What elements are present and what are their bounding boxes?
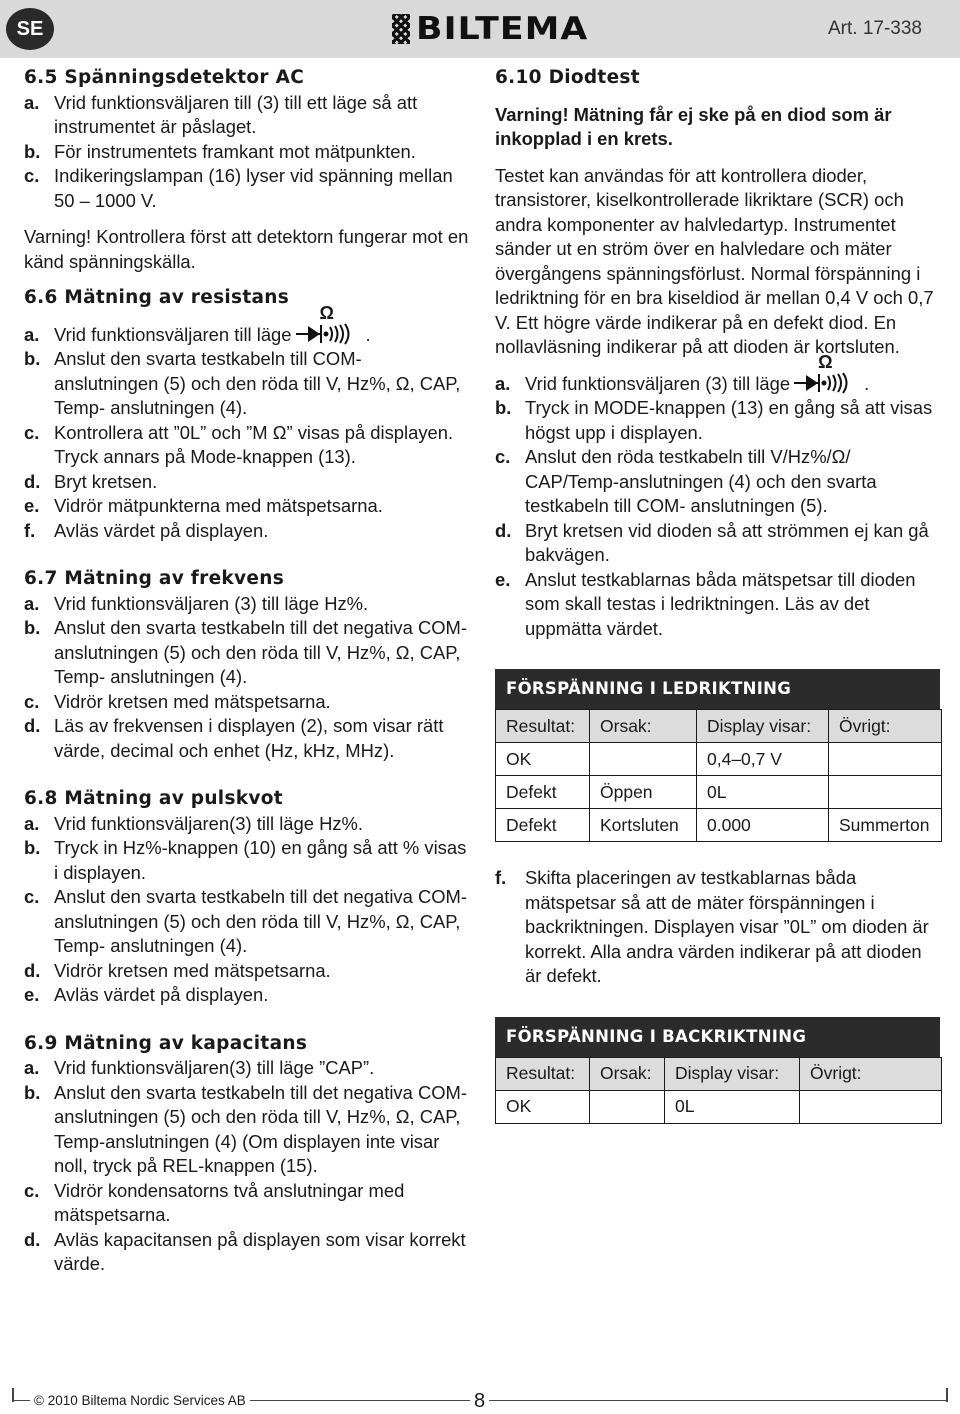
table-header-row: [496, 1057, 942, 1090]
heading-6-9: 6.9 Mätning av kapacitans: [24, 1032, 308, 1054]
step-6-8-b: b. Tryck in Hz%-knappen (10) en gång så att % visas i displayen.: [24, 837, 467, 883]
step-6-6-e: e. Vidrör mätpunkterna med mätspetsarna.: [24, 495, 383, 516]
step-6-10-c: c. Anslut den röda testkabeln till V/Hz%/Ω/ CAP/Temp-anslutningen (4) och den svarta testkabeln till COM- anslutningen (5).: [495, 446, 877, 516]
table-row: [496, 809, 942, 842]
table-reverse-bias: [495, 1057, 942, 1124]
table-row: [496, 776, 942, 809]
step-6-6-d: d. Bryt kretsen.: [24, 470, 158, 492]
table-cell: OK: [496, 743, 590, 776]
heading-6-8: 6.8 Mätning av pulskvot: [24, 788, 283, 809]
table-forward-bias: [495, 709, 942, 842]
table-cell: Summerton: [829, 809, 942, 842]
table-cell: 0,4–0,7 V: [697, 743, 829, 776]
footer-rule-end: [946, 1388, 948, 1402]
step-6-7-b: b. Anslut den svarta testkabeln till det negativa COM- anslutningen (5) och den röda till V, Hz%, Ω, CAP, Temp- anslutningen (4).: [24, 617, 467, 687]
footer-copyright: © 2010 Biltema Nordic Services AB: [30, 1393, 250, 1408]
table-header-cell: Övrigt:: [800, 1057, 942, 1090]
table-header-cell: Display visar:: [697, 710, 829, 743]
table-header-cell: Orsak:: [590, 710, 697, 743]
step-6-8-a: a. Vrid funktionsväljaren(3) till läge Hz%.: [24, 812, 364, 834]
step-6-7-a: a. Vrid funktionsväljaren (3) till läge Hz%.: [24, 592, 369, 614]
article-number: Art. 17-338: [828, 18, 922, 39]
footer-rule-end: [12, 1388, 14, 1402]
logo-text: BILTEMA: [416, 11, 589, 47]
step-6-8-e: e. Avläs värdet på displayen.: [24, 984, 269, 1005]
checkered-flag-icon: [392, 14, 410, 44]
table-header-cell: Orsak:: [590, 1057, 665, 1090]
table-cell: Defekt: [496, 809, 590, 842]
right-column: [495, 66, 940, 1124]
heading-6-5: 6.5 Spänningsdetektor AC: [24, 67, 305, 88]
table-cell: 0.000: [697, 809, 829, 842]
table-cell: Kortsluten: [590, 809, 697, 842]
table-header-cell: Resultat:: [496, 1057, 590, 1090]
table-reverse-title: FÖRSPÄNNING I BACKRIKTNING: [495, 1017, 940, 1057]
table-cell: [829, 776, 942, 809]
step-6-6-c: c. Kontrollera att ”0L” och ”M Ω” visas på displayen. Tryck annars på Mode-knappen (13).: [24, 421, 454, 467]
step-6-6-f: f. Avläs värdet på displayen.: [24, 519, 269, 541]
table-cell: Öppen: [590, 776, 697, 809]
step-6-10-a: a. Vrid funktionsväljaren (3) till läge Ω .: [495, 351, 870, 394]
diode-test-intro: Testet kan användas för att kontrollera dioder, transistorer, kiselkontrollerade likriktare (SCR) och andra komponenter av halvledartyp. Instrumentet sänder ut en ström över en halvledare och mäter övergångens spänningsförlust. Normal förspänning i ledriktning för en bra kiseldiod är mellan 0,4 V och 0,7 V. Ett högre värde indikerar på en defekt diod. En nollavläsning indikerar på att dioden är kortsluten.: [495, 164, 934, 357]
step-6-9-c: c. Vidrör kondensatorns två anslutningar med mätspetsarna.: [24, 1179, 405, 1225]
table-cell: [829, 743, 942, 776]
table-cell: [800, 1090, 942, 1123]
table-cell: Defekt: [496, 776, 590, 809]
table-forward-title: FÖRSPÄNNING I LEDRIKTNING: [495, 669, 940, 709]
step-6-5-a: a. Vrid funktionsväljaren till (3) till ett läge så att instrumentet är påslaget.: [24, 91, 418, 137]
heading-6-10: 6.10 Diodtest: [495, 67, 640, 88]
table-header-cell: Övrigt:: [829, 710, 942, 743]
table-header-row: [496, 710, 942, 743]
step-6-5-c: c. Indikeringslampan (16) lyser vid spänning mellan 50 – 1000 V.: [24, 165, 453, 211]
step-6-8-c: c. Anslut den svarta testkabeln till det negativa COM- anslutningen (5) och den röda till V, Hz%, Ω, CAP, Temp- anslutningen (4).: [24, 886, 467, 956]
table-cell: [590, 1090, 665, 1123]
diode-continuity-icon: Ω: [296, 323, 366, 345]
table-header-cell: Resultat:: [496, 710, 590, 743]
step-6-6-b: b. Anslut den svarta testkabeln till COM- anslutningen (5) och den röda till V, Hz%, Ω, CAP, Temp- anslutningen (4).: [24, 348, 461, 418]
left-column: [24, 66, 469, 1277]
diode-continuity-icon: Ω: [794, 372, 864, 394]
step-6-9-b: b. Anslut den svarta testkabeln till det negativa COM- anslutningen (5) och den röda till V, Hz%, Ω, CAP, Temp-anslutningen (4) (Om displayen inte visar noll, tryck på REL-knappen (15).: [24, 1081, 467, 1176]
heading-6-6: 6.6 Mätning av resistans: [24, 287, 290, 308]
language-badge: SE: [6, 8, 54, 50]
step-6-9-d: d. Avläs kapacitansen på displayen som visar korrekt värde.: [24, 1228, 466, 1274]
table-row: [496, 743, 942, 776]
step-6-8-d: d. Vidrör kretsen med mätspetsarna.: [24, 959, 331, 981]
table-cell: 0L: [665, 1090, 800, 1123]
biltema-logo: [392, 11, 589, 47]
table-cell: [590, 743, 697, 776]
step-6-9-a: a. Vrid funktionsväljaren(3) till läge ”CAP”.: [24, 1057, 375, 1078]
step-6-7-c: c. Vidrör kretsen med mätspetsarna.: [24, 690, 331, 712]
step-6-7-d: d. Läs av frekvensen i displayen (2), som visar rätt värde, decimal och enhet (Hz, kHz, MHz).: [24, 715, 444, 761]
warning-6-5: Varning! Kontrollera först att detektorn fungerar mot en känd spänningskälla.: [24, 226, 469, 272]
step-6-10-f: f. Skifta placeringen av testkablarnas båda mätspetsar så att de mäter förspänningen i backriktningen. Displayen visar ”0L” om dioden är korrekt. Alla andra värden indikerar på att dioden är defekt.: [495, 867, 929, 986]
table-cell: OK: [496, 1090, 590, 1123]
step-6-10-d: d. Bryt kretsen vid dioden så att strömmen ej kan gå bakvägen.: [495, 519, 929, 565]
table-row: [496, 1090, 942, 1123]
warning-6-10: Varning! Mätning får ej ske på en diod som är inkopplad i en krets.: [495, 103, 892, 149]
heading-6-7: 6.7 Mätning av frekvens: [24, 568, 285, 589]
step-6-6-a: a. Vrid funktionsväljaren till läge Ω .: [24, 302, 371, 345]
page-number: 8: [470, 1390, 489, 1413]
step-6-5-b: b. För instrumentets framkant mot mätpunkten.: [24, 140, 416, 162]
table-header-cell: Display visar:: [665, 1057, 800, 1090]
step-6-10-e: e. Anslut testkablarnas båda mätspetsar till dioden som skall testas i ledriktningen. Läs av det uppmätta värdet.: [495, 568, 916, 639]
step-6-10-b: b. Tryck in MODE-knappen (13) en gång så att visas högst upp i displayen.: [495, 397, 933, 443]
table-cell: 0L: [697, 776, 829, 809]
